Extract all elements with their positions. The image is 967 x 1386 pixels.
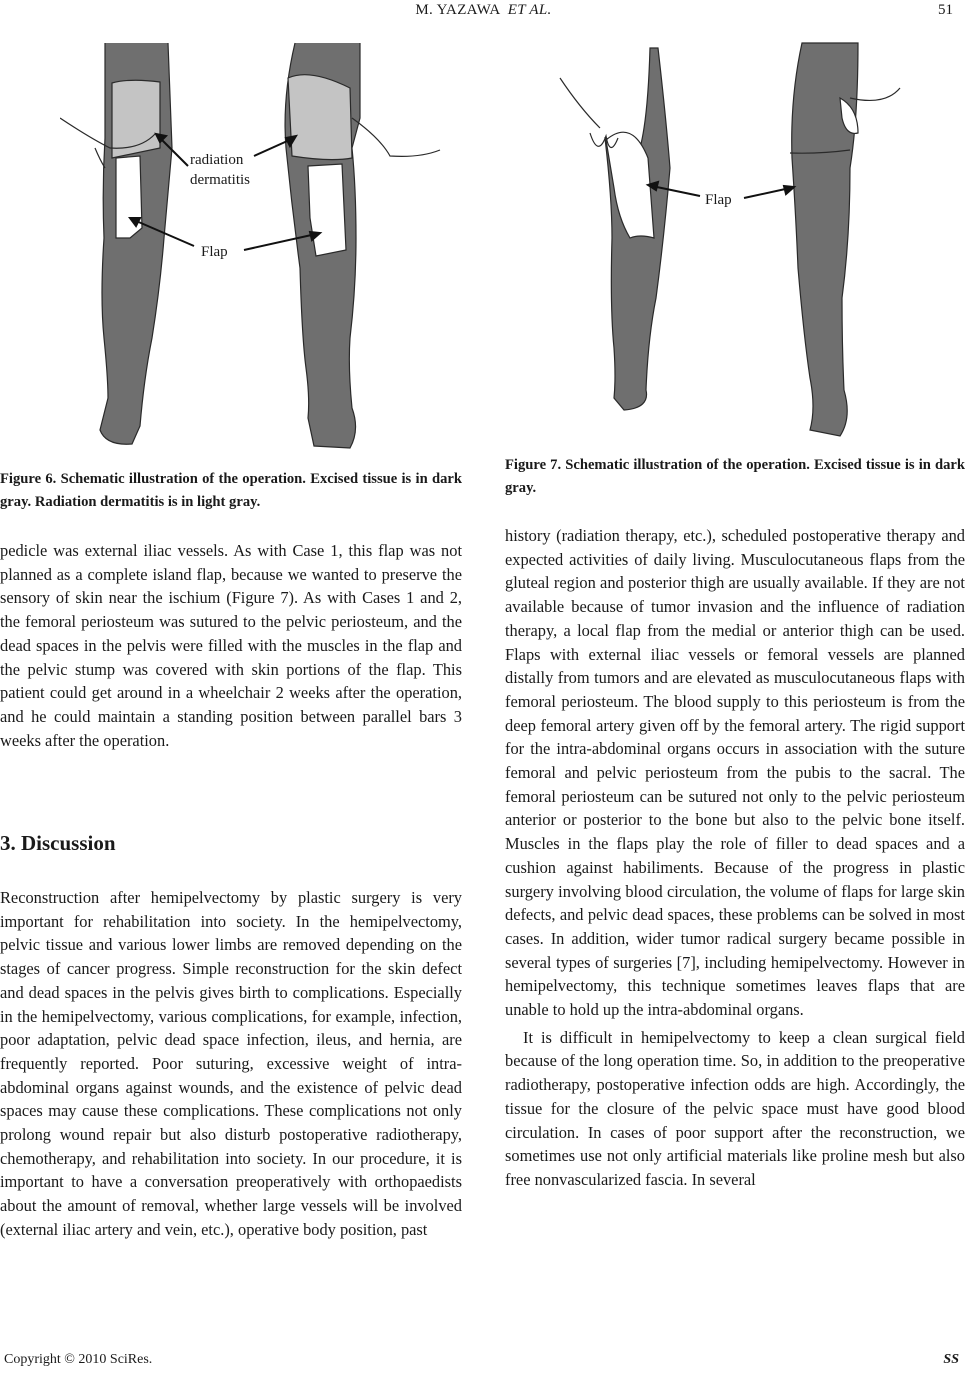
page-footer: [0, 1352, 967, 1372]
right-column: [505, 524, 965, 1192]
running-head-title: [0, 2, 967, 19]
left-column-bottom: [0, 886, 462, 1242]
figure-6-illustration: [60, 38, 470, 458]
figure-7-caption: Figure 7. Schematic illustration of the operation. Excised tissue is in dark gray.: [505, 457, 965, 496]
running-head-author: M. YAZAWA: [415, 2, 500, 18]
figure-7-front-leg: [560, 48, 670, 410]
copyright-notice: Copyright © 2010 SciRes.: [4, 1352, 153, 1367]
right-paragraph-1: history (radiation therapy, etc.), scheduled postoperative therapy and expected activities of daily living. Musculocutaneous flaps from the gluteal region and posterior thigh are usually available. If they are not available because of tumor invasion and the influence of radiation therapy, a local flap from the medial or anterior thigh can be used. Flaps with external iliac vessels or femoral vessels are planned distally from tumors and are elevated as musculocutaneous flaps with femoral periosteum. The blood supply to this periosteum is from the deep femoral artery given off by the femoral artery. The rigid support for the intra-abdominal organs occurs in association with the suture femoral and pelvic periosteum from the pubis to the sacral. The femoral periosteum can be sutured not only to the pelvic periosteum anterior or posterior to the bone but also to the pelvic bone itself. Muscles in the flaps play the role of filler to dead spaces and a cushion against habiliments. Because of the progress in plastic surgery involving blood circulation, the volume of flaps for large skin defects, and pelvic dead spaces, these problems can be solved in most cases. In addition, wider tumor radical surgery became possible in several types of surgeries [7], including hemipelvectomy. However in hemipelvectomy, this technique sometimes leaves flaps that are unable to hold up the intra-abdominal organs.: [505, 526, 965, 1020]
figure-6-caption: Figure 6. Schematic illustration of the operation. Excised tissue is in dark gray. Radiation dermatitis is in light gray.: [0, 471, 462, 510]
figure-6: [60, 38, 470, 458]
figure-7-label-flap: Flap: [705, 192, 732, 208]
figure-6-label-flap: Flap: [201, 244, 228, 260]
left-column-top: [0, 539, 462, 752]
figure-6-front-leg: [60, 43, 172, 444]
figure-7-back-leg: [790, 43, 900, 436]
figure-6-label-dermatitis: dermatitis: [190, 172, 250, 188]
section-heading-discussion: 3. Discussion: [0, 831, 116, 855]
left-paragraph-2: Reconstruction after hemipelvectomy by plastic surgery is very important for rehabilitation into society. In the hemipelvectomy, pelvic tissue and various lower limbs are removed depending on the stages of cancer progress. Simple reconstruction for the skin defect and dead spaces in the pelvis gives birth to complications. Especially in the hemipelvectomy, various complications, for example, infection, poor adaptation, pelvic dead space infection, ileus, and hernia, are frequently reported. Poor suturing, excessive weight of intra-abdominal organs against wounds, and the existence of pelvic dead spaces may cause these complications. These complications not only prolong wound repair but also disturb postoperative radiotherapy, chemotherapy, and rehabilitation into society. In our procedure, it is important to have a conversation preoperatively with orthopaedists about the amount of removal, whether large vessels will be involved (external iliac artery and vein, etc.), operative body position, past: [0, 888, 462, 1239]
running-head-etal: ET AL.: [507, 2, 552, 18]
figure-7-illustration: [540, 38, 960, 448]
left-paragraph-1: pedicle was external iliac vessels. As with Case 1, this flap was not planned as a complete island flap, because we wanted to preserve the sensory of skin near the ischium (Figure 7). As with Cases 1 and 2, the femoral periosteum was sutured to the pelvic periosteum, and the dead spaces in the pelvis were filled with the muscles in the flap and the pelvic stump was covered with skin portions of the flap. This patient could get around in a wheelchair 2 weeks after the operation, and he could maintain a standing position between parallel bars 3 weeks after the operation.: [0, 541, 462, 750]
figure-6-back-leg: [285, 43, 440, 448]
figure-6-label-radiation: radiation: [190, 152, 244, 168]
figure-7: [540, 38, 960, 448]
right-paragraph-2: It is difficult in hemipelvectomy to keep a clean surgical field because of the long operation time. So, in addition to the preoperative radiotherapy, postoperative infection odds are high. Accordingly, the tissue for the closure of the pelvic space must have good blood circulation. In cases of poor support after the reconstruction, we sometimes use not only artificial materials like proline mesh but also free nonvascularized fascia. In several: [505, 1027, 965, 1189]
running-head: [0, 2, 967, 24]
page-number: 51: [938, 2, 953, 18]
journal-abbrev: SS: [943, 1352, 959, 1367]
